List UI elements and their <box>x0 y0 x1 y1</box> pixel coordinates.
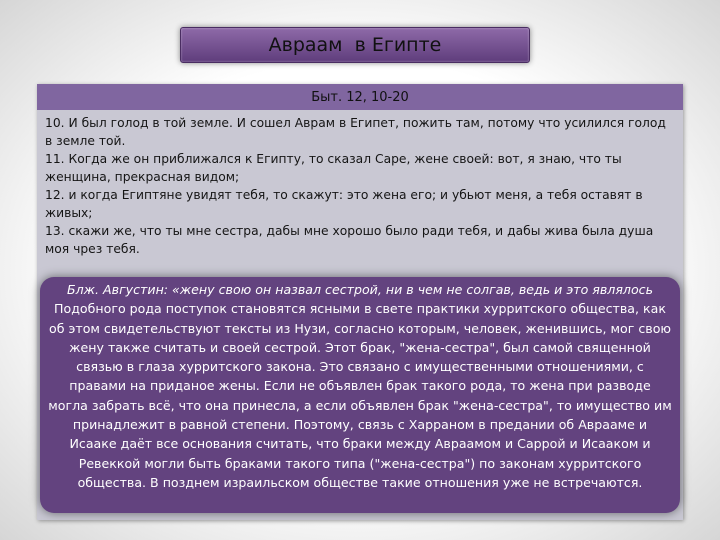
table-header <box>37 84 683 110</box>
commentary-body: Подобного рода поступок становятся ясными в свете практики хурритского общества, как об этом свидетельствуют тексты из Нузи, согласно которым, человек, женившись, мог свою жену также считать и своей сестрой. Этот брак, "жена-сестра", был самой священной связью в глаза хурритского закона. Это связано с имущественными отношениями, с правами на приданое жены. Если не объявлен брак такого рода, то жена при разводе могла забрать всё, что она принесла, а если объявлен брак "жена-сестра", то имущество им принадлежит в равной степени. Поэтому, связь с Харраном в предании об Аврааме и Исааке даёт все основания считать, что браки между Авраамом и Саррой и Исааком и Ревеккой могли быть браками такого типа ("жена-сестра") по законам хурритского общества. В позднем израильском обществе такие отношения уже не встречаются. <box>48 301 672 490</box>
commentary-callout <box>40 277 680 513</box>
verse-list <box>37 110 683 258</box>
verse-13: 13. скажи же, что ты мне сестра, дабы мне хорошо было ради тебя, и дабы жива была душа моя чрез тебя. <box>45 224 654 256</box>
verse-12: 12. и когда Египтяне увидят тебя, то скажут: это жена его; и убьют меня, а тебя оставят в живых; <box>45 188 643 220</box>
slide-title: Авраам в Египте <box>268 34 442 56</box>
augustine-quote: Блж. Августин: «жену свою он назвал сестрой, ни в чем не солгав, ведь и это являлось <box>66 282 654 297</box>
title-banner <box>180 27 530 63</box>
commentary-text <box>48 280 672 492</box>
verse-11: 11. Когда же он приближался к Египту, то сказал Саре, жене своей: вот, я знаю, что ты женщина, прекрасная видом; <box>45 152 622 184</box>
verse-10: 10. И был голод в той земле. И сошел Аврам в Египет, пожить там, потому что усилился голод в земле той. <box>45 116 666 148</box>
scripture-reference: Быт. 12, 10-20 <box>311 89 409 105</box>
